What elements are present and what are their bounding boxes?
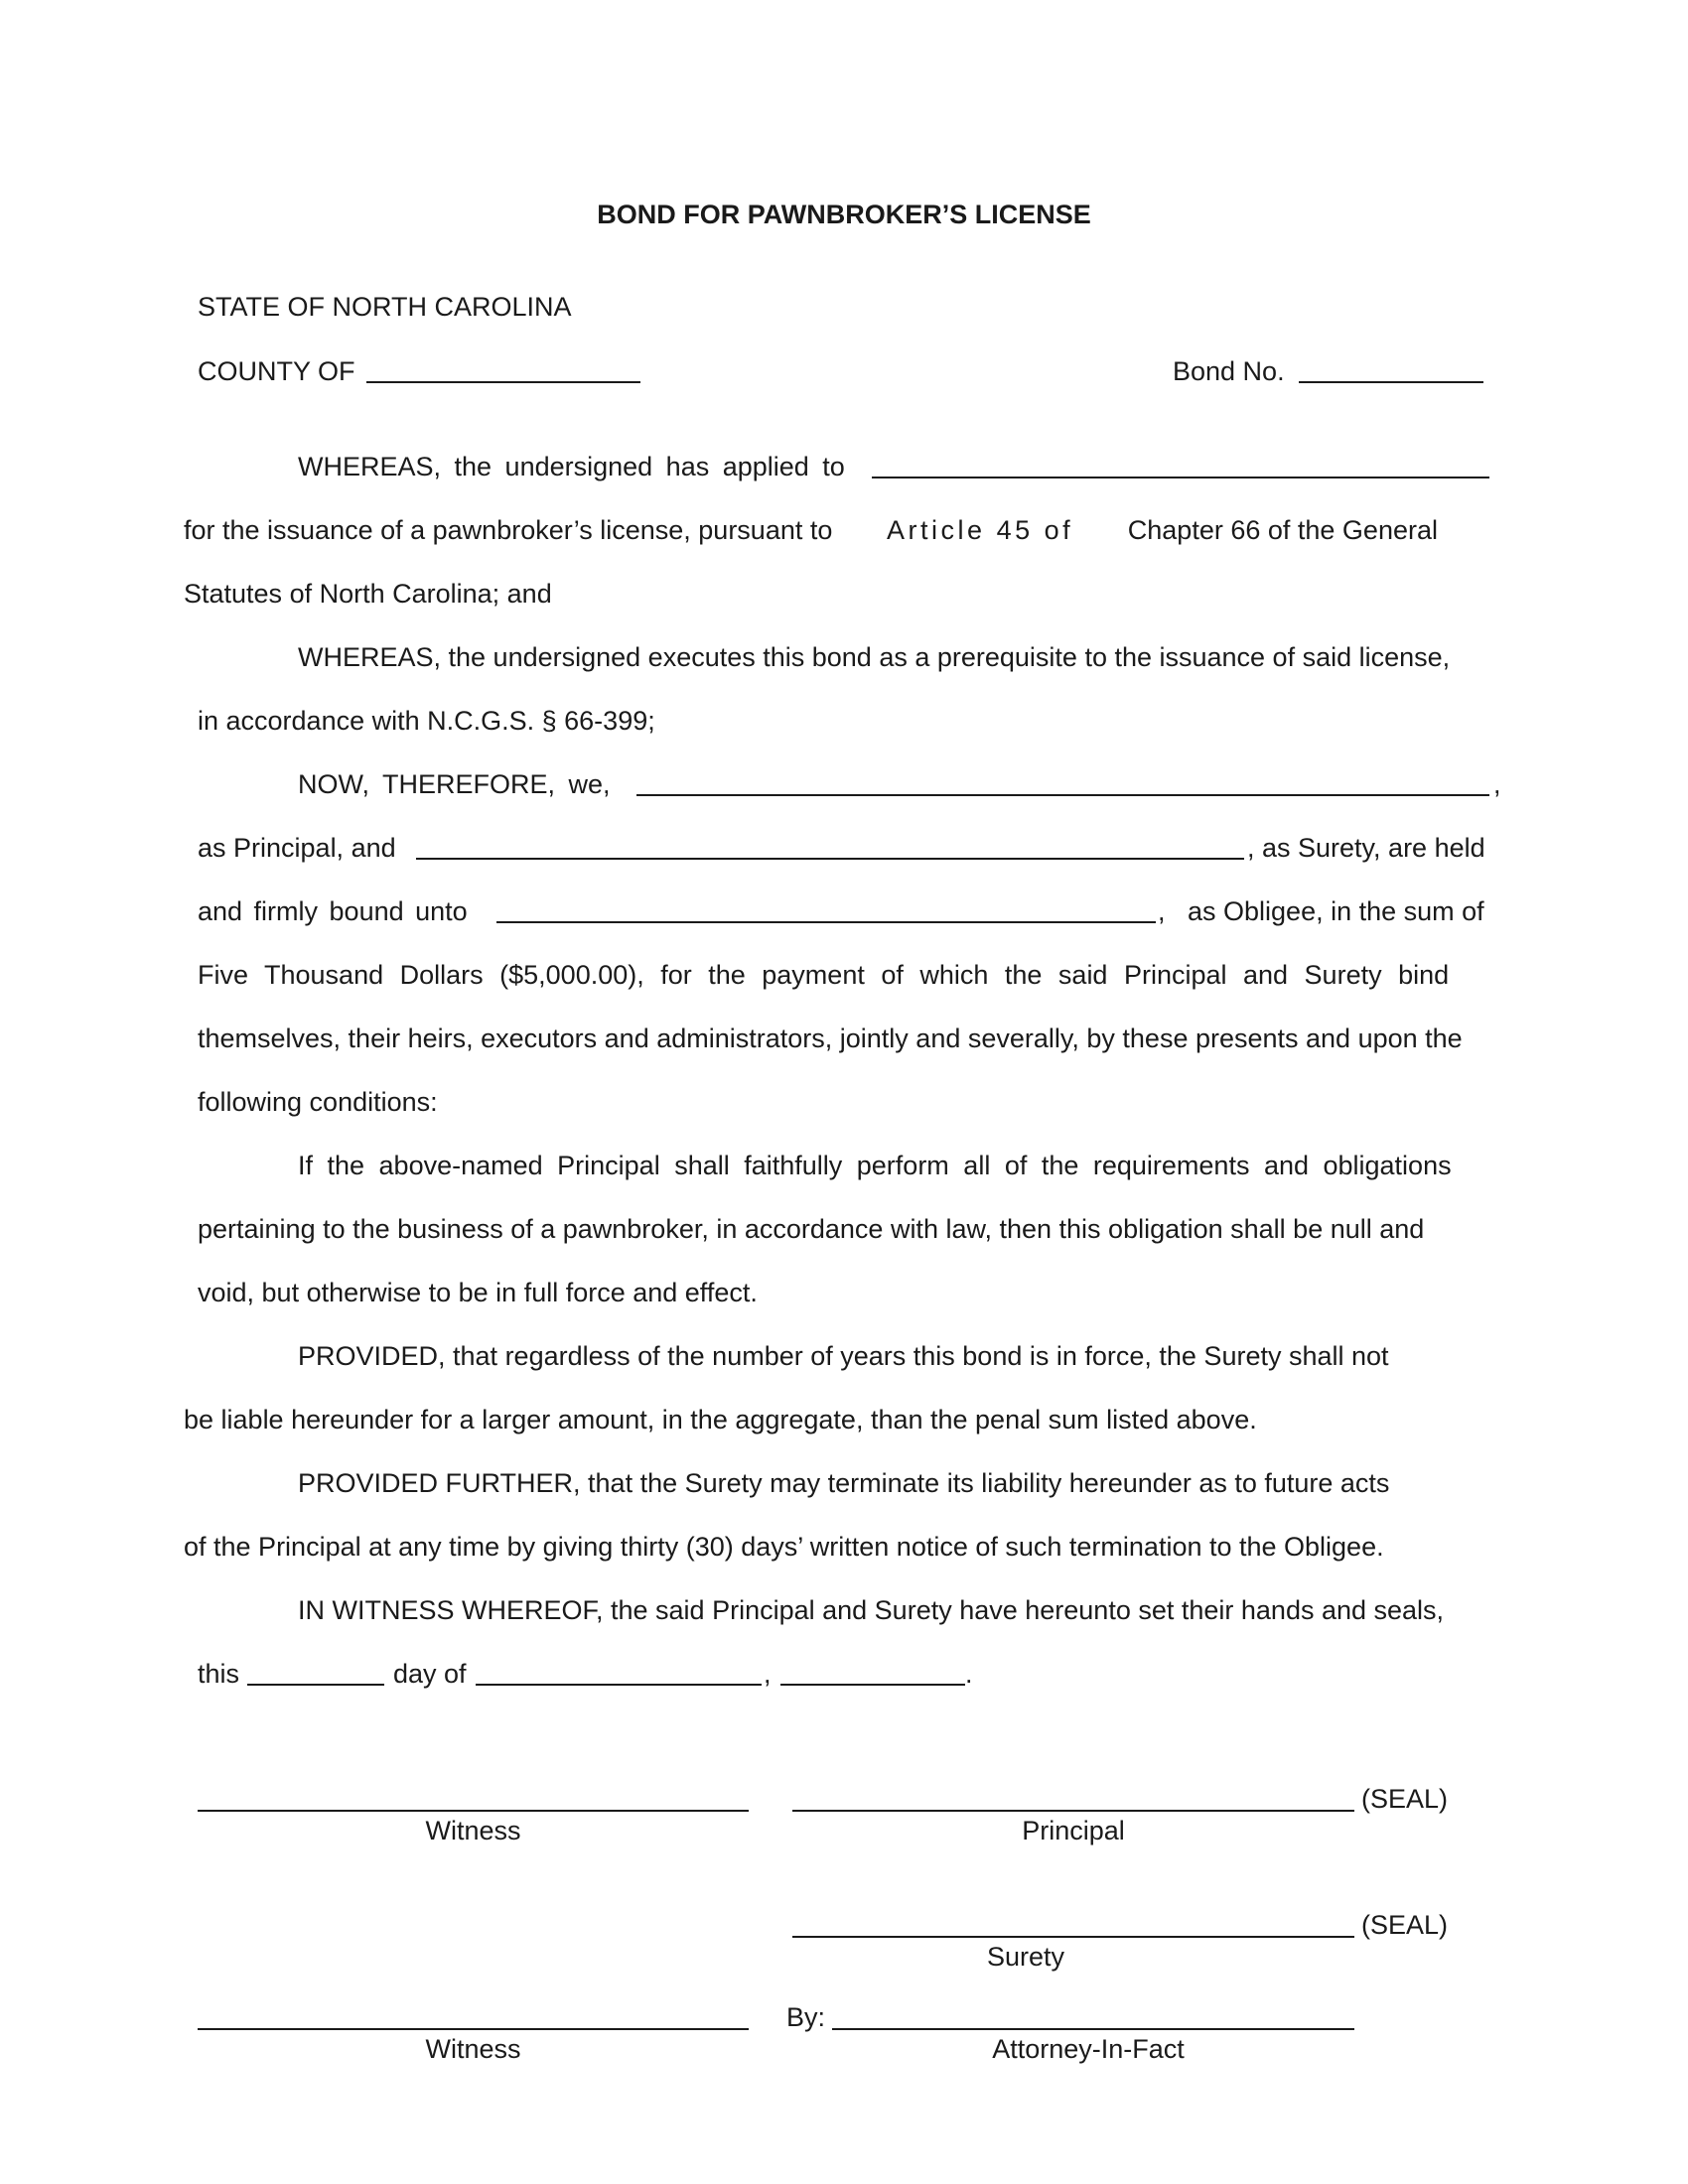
p3-principal-label: as Principal, and <box>198 833 396 863</box>
surety-seal-label: (SEAL) <box>1361 1910 1449 1940</box>
year-field[interactable] <box>780 1684 965 1686</box>
p6-line2: of the Principal at any time by giving thirty (30) days’ written notice of such termination to the Obligee. <box>184 1532 1384 1562</box>
p3-line5: themselves, their heirs, executors and administrators, jointly and severally, by these presents and upon the <box>198 1024 1463 1053</box>
county-label: COUNTY OF <box>198 356 355 386</box>
p1-line3: Statutes of North Carolina; and <box>184 579 552 609</box>
principal-seal-label: (SEAL) <box>1361 1784 1449 1814</box>
p3-line1: NOW, THEREFORE, we, <box>298 769 611 799</box>
principal-signature-line[interactable] <box>792 1810 1354 1812</box>
p5-line1: PROVIDED, that regardless of the number of years this bond is in force, the Surety shall not <box>298 1341 1389 1371</box>
p1-line1: WHEREAS, the undersigned has applied to <box>298 452 845 481</box>
bond-no-label: Bond No. <box>1173 356 1285 386</box>
principal-label: Principal <box>1022 1816 1125 1845</box>
p1-line2-b: Chapter 66 of the General <box>1127 515 1438 545</box>
p1-line2-a: for the issuance of a pawnbroker’s license, pursuant to <box>184 515 833 545</box>
p7-period: . <box>965 1659 973 1689</box>
by-label: By: <box>786 2002 826 2032</box>
obligee-name-field[interactable] <box>496 921 1156 923</box>
surety-name-field[interactable] <box>416 858 1244 860</box>
state-label: STATE OF NORTH CAROLINA <box>198 292 572 322</box>
attorney-in-fact-label: Attorney-In-Fact <box>992 2034 1185 2064</box>
p7-this: this <box>198 1659 240 1689</box>
p7-line1: IN WITNESS WHEREOF, the said Principal and Surety have hereunto set their hands and seals, <box>298 1595 1445 1625</box>
p5-line2: be liable hereunder for a larger amount, in the aggregate, than the penal sum listed above. <box>184 1405 1257 1434</box>
p3-bound-label: and firmly bound unto <box>198 896 468 926</box>
document-title: BOND FOR PAWNBROKER’S LICENSE <box>597 200 1091 229</box>
p3-line6: following conditions: <box>198 1087 438 1117</box>
county-field[interactable] <box>366 381 640 383</box>
p3-line4: Five Thousand Dollars ($5,000.00), for the payment of which the said Principal and Surety bind <box>198 960 1450 990</box>
p2-line1: WHEREAS, the undersigned executes this bond as a prerequisite to the issuance of said license, <box>298 642 1451 672</box>
p6-line1: PROVIDED FURTHER, that the Surety may terminate its liability hereunder as to future acts <box>298 1468 1390 1498</box>
p4-line1: If the above-named Principal shall faithfully perform all of the requirements and obligations <box>298 1151 1452 1180</box>
bond-no-field[interactable] <box>1299 381 1483 383</box>
witness-2-signature-line[interactable] <box>198 2028 749 2030</box>
p7-comma: , <box>764 1659 772 1689</box>
p4-line2: pertaining to the business of a pawnbroker, in accordance with law, then this obligation shall be null and <box>198 1214 1425 1244</box>
day-field[interactable] <box>247 1684 384 1686</box>
surety-label: Surety <box>986 1942 1065 1972</box>
p1-line2-article: Article 45 of <box>887 515 1074 545</box>
witness-2-label: Witness <box>425 2034 521 2064</box>
applied-to-field[interactable] <box>872 477 1489 478</box>
p3-obligee-tail: , as Obligee, in the sum of <box>1158 896 1484 926</box>
p7-day-of: day of <box>393 1659 467 1689</box>
p2-line2: in accordance with N.C.G.S. § 66-399; <box>198 706 655 736</box>
p1-line2 <box>184 514 1438 546</box>
p4-line3: void, but otherwise to be in full force and effect. <box>198 1278 758 1307</box>
witness-1-signature-line[interactable] <box>198 1810 749 1812</box>
month-field[interactable] <box>476 1684 762 1686</box>
surety-signature-line[interactable] <box>792 1936 1354 1938</box>
principal-name-field[interactable] <box>636 794 1489 796</box>
attorney-signature-line[interactable] <box>832 2028 1354 2030</box>
witness-1-label: Witness <box>425 1816 521 1845</box>
p3-surety-tail: , as Surety, are held <box>1247 833 1485 863</box>
p3-comma: , <box>1493 769 1501 799</box>
